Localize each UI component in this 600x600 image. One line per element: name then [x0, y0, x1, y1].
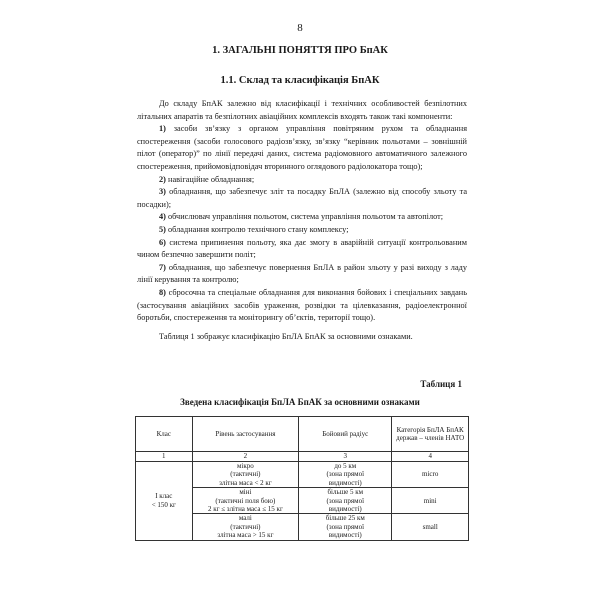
component-number: 8) [159, 287, 166, 297]
component-item-5 [137, 224, 467, 237]
component-text: обладнання, що забезпечує повернення БпЛА в район зльоту у разі виходу з ладу лінії керування та контролю; [137, 262, 467, 285]
index-cell: 1 [136, 452, 193, 462]
component-number: 7) [159, 262, 166, 272]
component-item-8 [137, 287, 467, 325]
class-cell: І клас < 150 кг [136, 462, 193, 541]
header-radius: Бойовий радіус [299, 417, 392, 452]
level-cell: мікро (тактичні) злітна маса < 2 кг [192, 462, 299, 488]
component-text: система припинення польоту, яка дає змогу в аварійній ситуації контрольованим чином безпечно завершити політ; [137, 237, 467, 260]
component-text: обчислювач управління польотом, система управління польотом та автопілот; [168, 212, 444, 222]
radius-cell: більше 25 км (зона прямої видимості) [299, 514, 392, 540]
component-item-4 [137, 211, 467, 224]
intro-paragraph: До складу БпАК залежно від класифікації і технічних особливостей безпілотних літальних апаратів та безпілотних авіаційних комплексів входять також такі компоненти: [137, 99, 467, 121]
table-index-row [136, 452, 469, 462]
index-cell: 2 [192, 452, 299, 462]
index-cell: 4 [392, 452, 469, 462]
body-text [137, 98, 467, 343]
page-number: 8 [297, 22, 303, 34]
component-text: обладнання контролю технічного стану комплексу; [168, 224, 349, 234]
level-cell: міні (тактичні поля бою) 2 кг ≤ злітна маса ≤ 15 кг [192, 488, 299, 514]
component-number: 6) [159, 237, 166, 247]
component-text: навігаційне обладнання; [168, 174, 255, 184]
table-row [136, 462, 469, 488]
component-item-1 [137, 123, 467, 173]
header-nato-category: Категорія БпЛА БпАК держав – членів НАТО [392, 417, 469, 452]
table-reference: Таблиця 1 зображує класифікацію БпЛА БпАК за основними ознаками. [159, 331, 413, 341]
component-number: 4) [159, 212, 166, 222]
table-header-row [136, 417, 469, 452]
nato-category-cell: mini [392, 488, 469, 514]
component-text: засоби зв’язку з органом управління повітряним рухом та обладнання спостереження (засоби голосового радіозв’язку, зв’язку “керівник польотами – зовнішній пілот (оператор)” по лінії передачі даних, система радіомовного автоматичного залежного спостереження, прийомовідповідач вторинного оглядового радіолокатора тощо); [137, 124, 468, 171]
component-item-7 [137, 262, 467, 287]
radius-cell: до 5 км (зона прямої видимості) [299, 462, 392, 488]
header-level: Рівень застосування [192, 417, 299, 452]
table-caption: Зведена класифікація БпЛА БпАК за основними ознаками [180, 397, 420, 407]
component-item-2 [137, 174, 467, 187]
nato-category-cell: small [392, 514, 469, 540]
classification-table [135, 416, 469, 541]
component-number: 1) [159, 124, 166, 134]
component-number: 5) [159, 224, 166, 234]
component-text: обладнання, що забезпечує зліт та посадку БпЛА (залежно від способу зльоту та посадки); [137, 187, 468, 209]
component-item-3 [137, 186, 467, 211]
section-heading: 1. ЗАГАЛЬНІ ПОНЯТТЯ ПРО БпАК [212, 45, 388, 56]
nato-category-cell: micro [392, 462, 469, 488]
header-class: Клас [136, 417, 193, 452]
component-item-6 [137, 237, 467, 262]
radius-cell: більше 5 км (зона прямої видимості) [299, 488, 392, 514]
component-number: 2) [159, 174, 166, 184]
level-cell: малі (тактичні) злітна маса > 15 кг [192, 514, 299, 540]
index-cell: 3 [299, 452, 392, 462]
subsection-heading: 1.1. Склад та класифікація БпАК [220, 75, 380, 86]
component-number: 3) [159, 187, 166, 197]
component-text: сбросочна та спеціальне обладнання для виконання бойових і спеціальних завдань (застосування авіаційних засобів ураження, розвідки та цілевказання, радіоелектронної боротьби, спостереження та моніторингу об’єктів, території тощо). [137, 287, 467, 323]
table-label: Таблиця 1 [420, 379, 462, 389]
